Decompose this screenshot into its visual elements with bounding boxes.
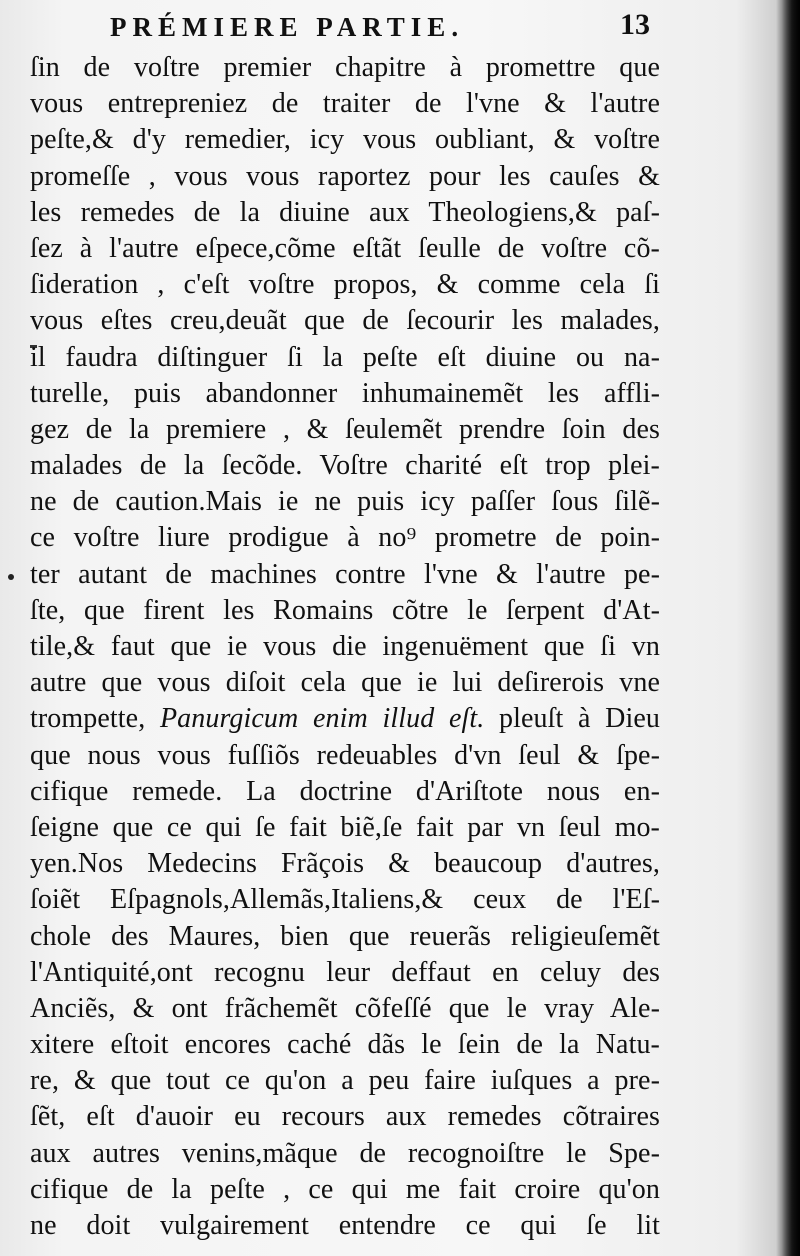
- text-line: [30, 665, 660, 701]
- text-span: peſte,& d'y remedier, icy vous oubliant, & voſtre: [30, 124, 660, 156]
- text-line: [30, 484, 660, 520]
- text-line: [30, 50, 660, 86]
- text-span: vous eſtes creu,deuãt que de ſecourir les malades,: [30, 305, 660, 337]
- text-span: ce voſtre liure prodigue à no⁹ prometre de poin-: [30, 522, 660, 554]
- text-line: [30, 882, 660, 918]
- text-line: [30, 1172, 660, 1208]
- text-line: [30, 846, 660, 882]
- margin-dot-mark: [8, 574, 14, 580]
- text-line: [30, 412, 660, 448]
- text-line: [30, 593, 660, 629]
- text-line: [30, 448, 660, 484]
- text-span: promeſſe , vous vous raportez pour les cauſes &: [30, 160, 660, 192]
- italic-quotation: Panurgicum enim illud eſt.: [159, 703, 485, 735]
- text-span: l'Antiquité,ont recognu leur deffaut en celuy des: [30, 956, 660, 988]
- text-span: xitere eſtoit encores caché dãs le ſein de la Natu-: [30, 1029, 660, 1061]
- running-head: PRÉMIERE PARTIE.: [110, 12, 465, 42]
- text-line: [30, 774, 660, 810]
- text-span: ſẽt, eſt d'auoir eu recours aux remedes cõtraires: [30, 1101, 660, 1133]
- text-span: Anciẽs, & ont frãchemẽt cõfeſſé que le vray Ale-: [30, 992, 660, 1024]
- text-span: ter autant de machines contre l'vne & l'autre pe-: [30, 558, 660, 590]
- text-line: [30, 86, 660, 122]
- text-line: [30, 195, 660, 231]
- text-span: tile,& faut que ie vous die ingenuëment que ſi vn: [30, 631, 660, 662]
- text-line: [30, 267, 660, 303]
- page-gutter-shadow: [782, 0, 800, 1256]
- text-span: ſoiẽt Eſpagnols,Allemãs,Italiens,& ceux de l'Eſ-: [30, 884, 660, 916]
- text-span: ſte, que firent les Romains cõtre le ſerpent d'At-: [30, 594, 660, 626]
- text-span: ne de caution.Mais ie ne puis icy paſſer ſous ſilẽ-: [30, 486, 660, 518]
- text-line: [30, 629, 660, 665]
- text-line: [30, 122, 660, 158]
- text-span: aux autres venins,mãque de recognoiſtre le Spe-: [30, 1137, 660, 1169]
- text-span: cifique remede. La doctrine d'Ariſtote nous en-: [30, 775, 660, 807]
- text-line: [30, 557, 660, 593]
- text-span: malades de la ſecõde. Voſtre charité eſt trop plei-: [30, 450, 660, 482]
- text-line: [30, 1063, 660, 1099]
- text-line: [30, 701, 660, 737]
- text-line: [30, 1136, 660, 1172]
- text-span: ſideration , c'eſt voſtre propos, & comme cela ſi: [30, 269, 660, 301]
- page-number: 13: [620, 8, 650, 41]
- text-line: [30, 1208, 660, 1244]
- text-span: pleuſt à Dieu: [484, 703, 660, 735]
- text-line: [30, 919, 660, 955]
- text-line: [30, 231, 660, 267]
- text-span: chole des Maures, bien que reuerãs religieuſemẽt: [30, 920, 660, 952]
- text-line: [30, 376, 660, 412]
- text-line: [30, 991, 660, 1027]
- text-span: trompette,: [30, 703, 160, 735]
- text-span: turelle, puis abandonner inhumainemẽt les affli-: [30, 377, 660, 409]
- text-span: ſeigne que ce qui ſe fait biẽ,ſe fait par vn ſeul mo-: [30, 811, 660, 843]
- text-line: [30, 955, 660, 991]
- text-line: [30, 303, 660, 339]
- text-span: ſin de voſtre premier chapitre à promettre que: [30, 52, 660, 83]
- text-span: ſez à l'autre eſpece,cõme eſtãt ſeulle de voſtre cõ-: [30, 232, 660, 264]
- text-span: cifique de la peſte , ce qui me fait croire qu'on: [30, 1173, 660, 1205]
- text-line: [30, 738, 660, 774]
- text-line: [30, 1099, 660, 1135]
- text-line: [30, 159, 660, 195]
- text-span: ne doit vulgairement entendre ce qui ſe lit: [30, 1210, 660, 1241]
- text-span: yen.Nos Medecins Frãçois & beaucoup d'autres,: [30, 848, 660, 880]
- body-text: [30, 50, 660, 1241]
- text-span: vous entrepreniez de traiter de l'vne & l'autre: [30, 88, 660, 120]
- text-line: [30, 520, 660, 556]
- text-span: gez de la premiere , & ſeulemẽt prendre ſoin des: [30, 413, 660, 445]
- text-line: [30, 1027, 660, 1063]
- text-span: que nous vous fuſſiõs redeuables d'vn ſeul & ſpe-: [30, 739, 660, 771]
- text-span: autre que vous diſoit cela que ie lui deſirerois vne: [30, 667, 660, 699]
- text-span: il faudra diſtinguer ſi la peſte eſt diuine ou na-: [30, 341, 660, 373]
- text-span: les remedes de la diuine aux Theologiens,& paſ-: [30, 196, 660, 228]
- text-line: [30, 340, 660, 376]
- text-span: re, & que tout ce qu'on a peu faire iuſques a pre-: [30, 1065, 660, 1097]
- text-line: [30, 810, 660, 846]
